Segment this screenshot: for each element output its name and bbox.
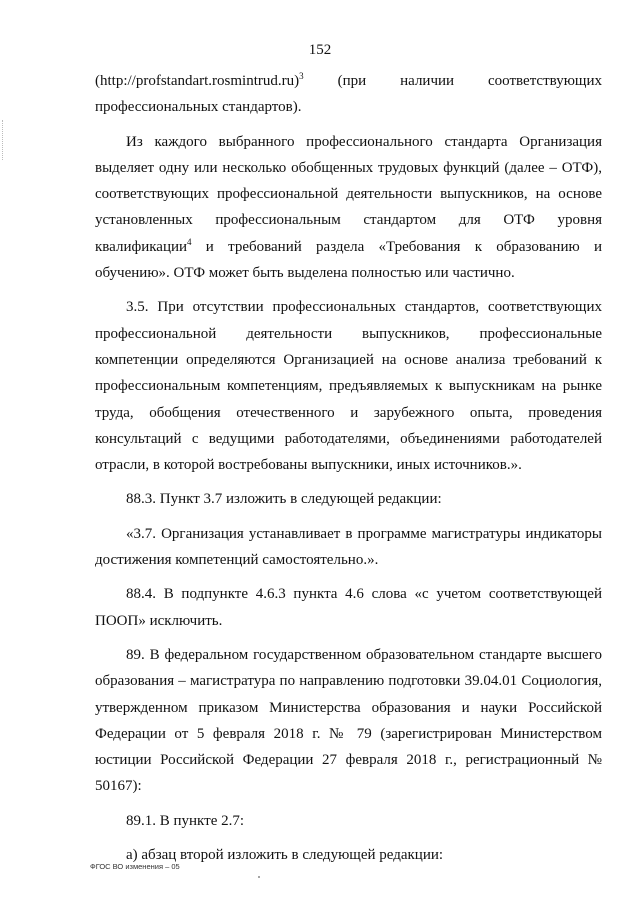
page-number: 152 <box>308 42 332 58</box>
footnote-ref-4: 4 <box>187 236 192 247</box>
paragraph-4: 88.3. Пункт 3.7 изложить в следующей редакции: <box>126 491 442 508</box>
document-body <box>95 68 602 868</box>
footnote-ref-3: 3 <box>299 71 304 81</box>
paragraph-5: «3.7. Организация устанавливает в программе магистратуры индикаторы достижения компетенций самостоятельно.». <box>95 525 602 569</box>
scan-speck <box>258 876 260 878</box>
paragraph-2-text: Из каждого выбранного профессионального стандарта Организация выделяет одну или несколько обобщенных трудовых функций (далее – ОТФ), соответствующих профессиональной деятельности выпускников, на основе установленных профессиональным стандартом для ОТФ уровня квалификации <box>95 133 602 255</box>
paragraph-7: 89. В федеральном государственном образовательном стандарте высшего образования – магистратура по направлению подготовки 39.04.01 Социология, утвержденном приказом Министерства образования и науки Российской Федерации от 5 февраля 2018 г. № 79 (зарегистрирован Министерством юстиции Российской Федерации 27 февраля 2018 г., регистрационный № 50167): <box>95 646 602 795</box>
paragraph-6: 88.4. В подпункте 4.6.3 пункта 4.6 слова «с учетом соответствующей ПООП» исключить. <box>95 586 602 629</box>
paragraph-3: 3.5. При отсутствии профессиональных стандартов, соответствующих профессиональной деятельности выпускников, профессиональные компетенции определяются Организацией на основе анализа требований к профессиональным компетенциям, предъявляемых к выпускникам на рынке труда, обобщения отечественного и зарубежного опыта, проведения консультаций с ведущими работодателями, объединениями работодателей отрасли, в которой востребованы выпускники, иных источников.». <box>95 299 602 474</box>
paragraph-9: а) абзац второй изложить в следующей редакции: <box>126 847 444 864</box>
paragraph-1 <box>95 68 602 121</box>
paragraph-1-tail: (при наличии соответствующих профессиональных стандартов). <box>95 73 602 116</box>
paragraph-8: 89.1. В пункте 2.7: <box>126 812 245 829</box>
footer-note: ФГОС ВО изменения – 05 <box>90 862 180 871</box>
scan-edge-mark <box>2 120 5 160</box>
paragraph-2 <box>95 129 602 287</box>
paragraph-1-text: (http://profstandart.rosmintrud.ru) <box>95 73 300 89</box>
paragraph-2-tail: и требований раздела «Требования к образованию и обучению». ОТФ может быть выделена полностью или частично. <box>95 238 602 282</box>
